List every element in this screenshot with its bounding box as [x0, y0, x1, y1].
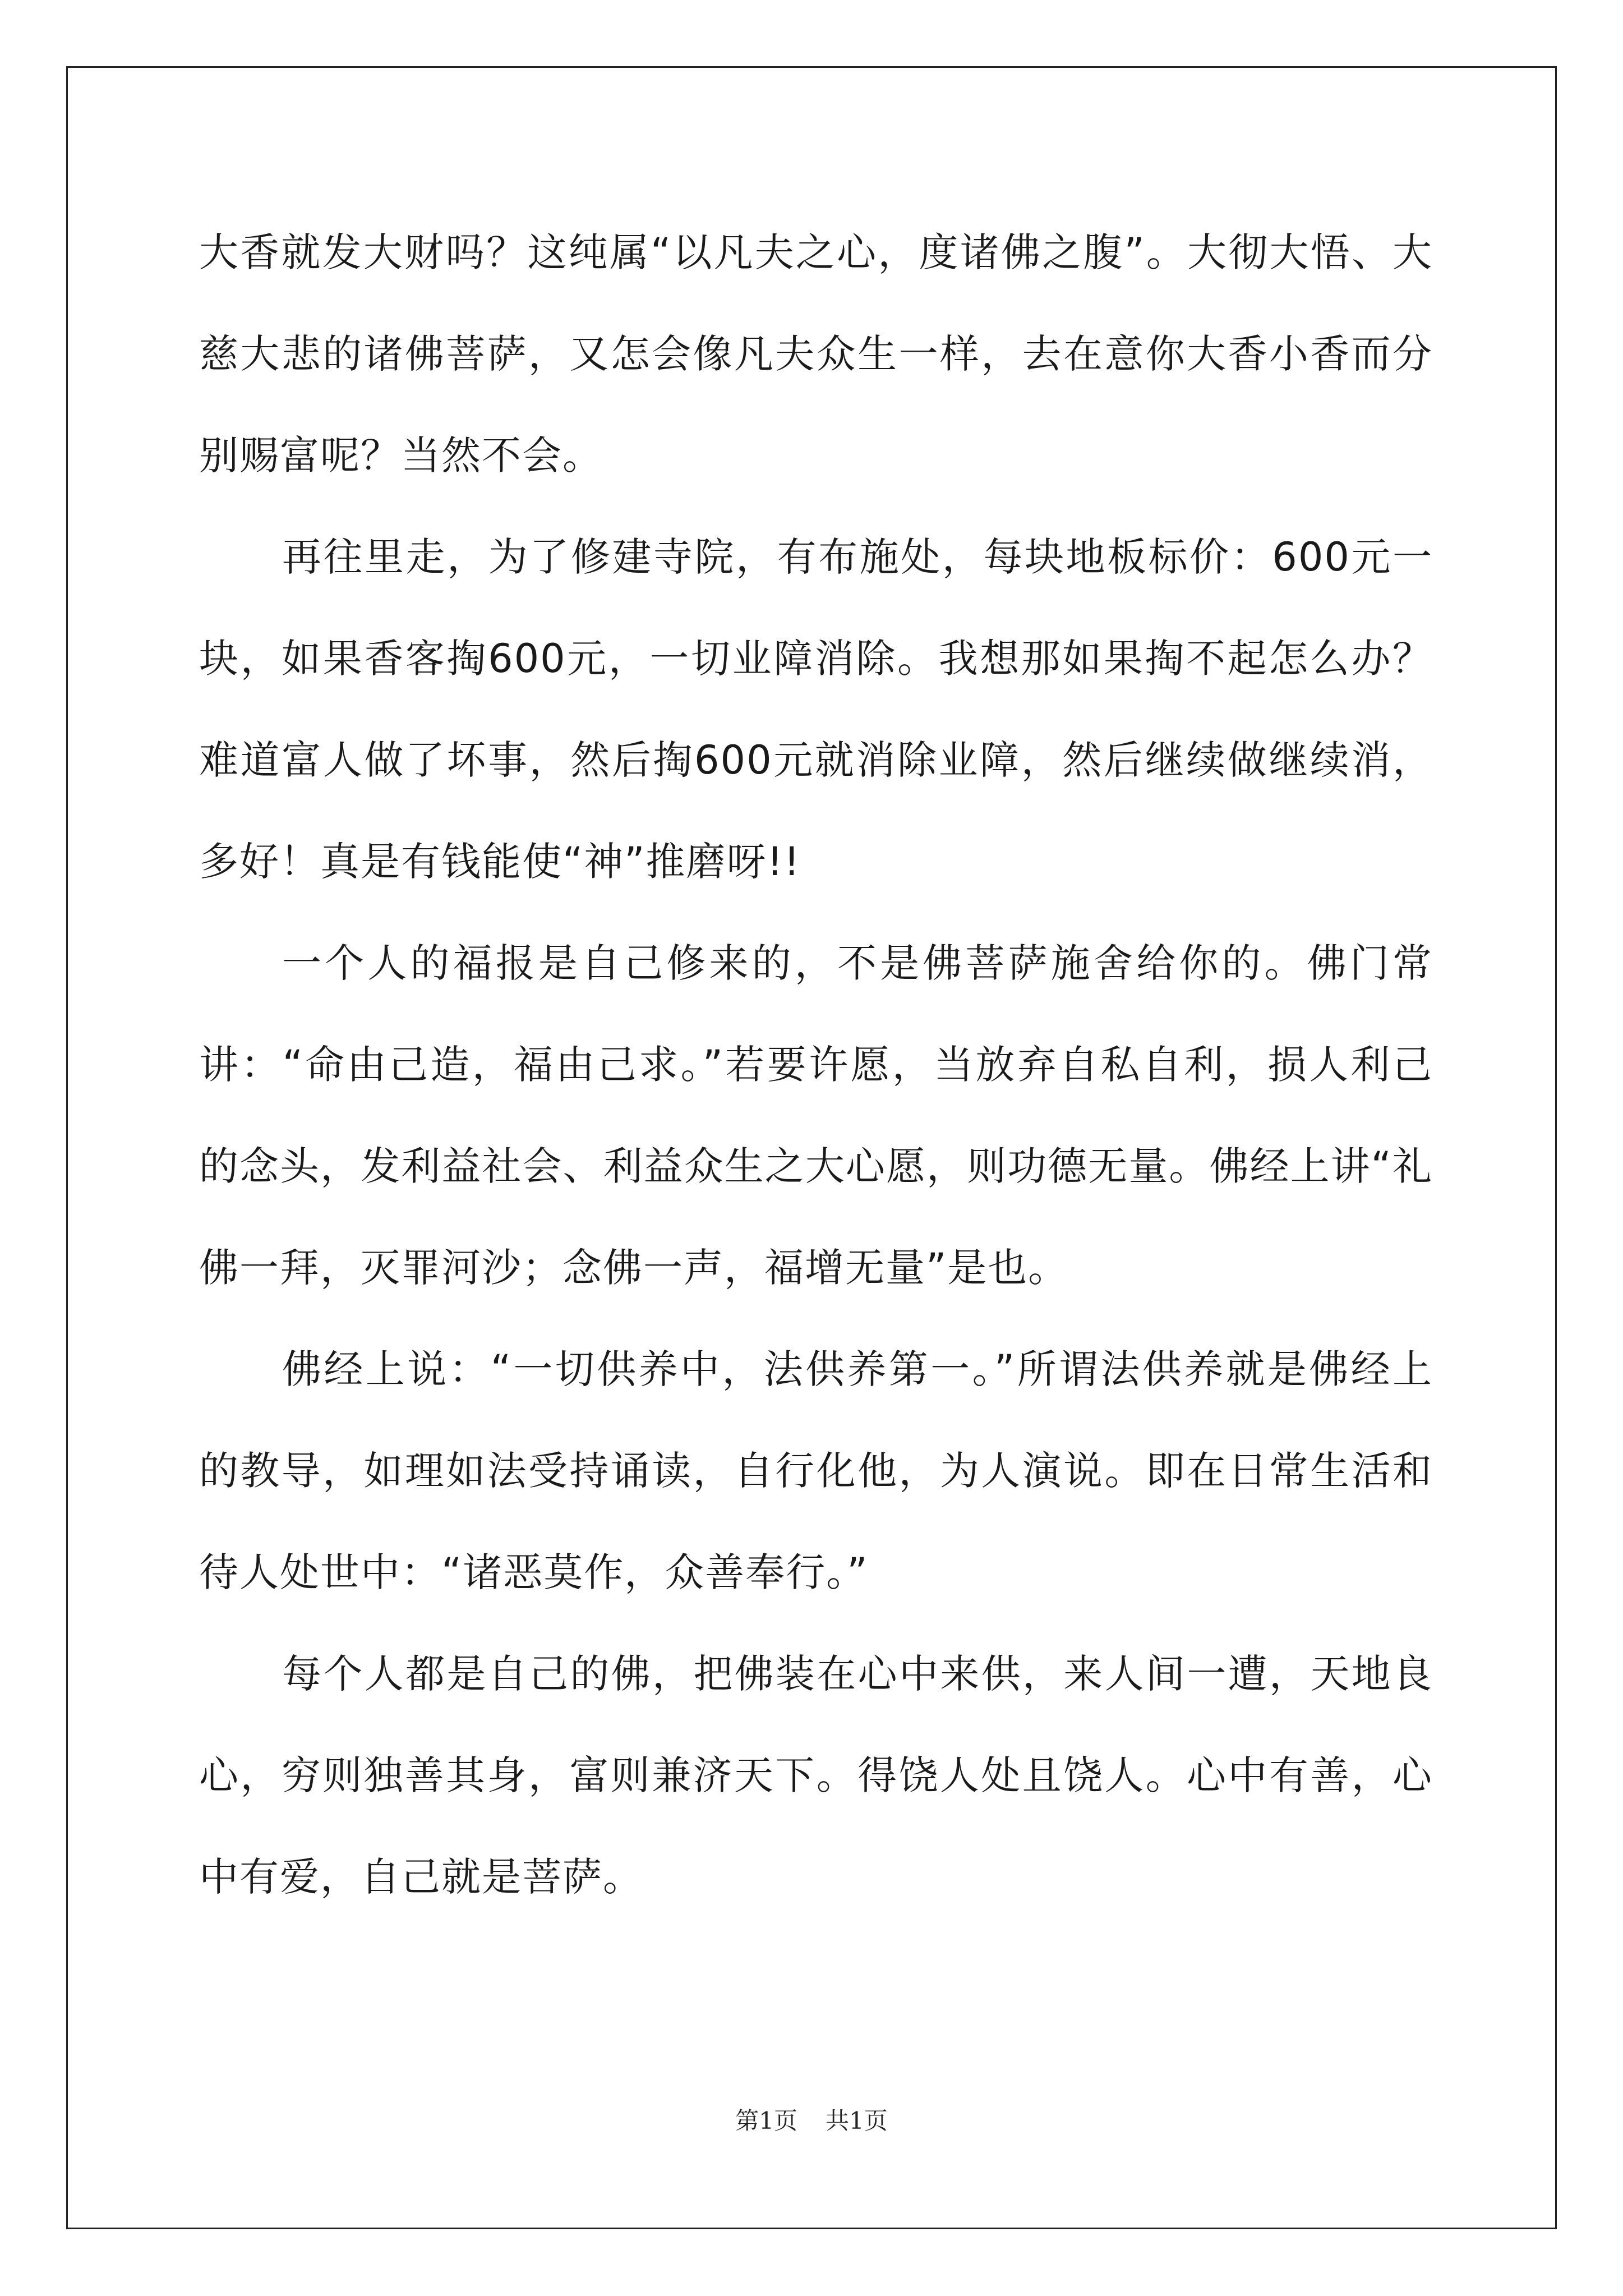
paragraph-5: 每个人都是自己的佛，把佛装在心中来供，来人间一遭，天地良心，穷则独善其身，富则兼济天下。得饶人处且饶人。心中有善，心中有爱，自己就是菩萨。 — [199, 1651, 1433, 1900]
paragraph-3: 一个人的福报是自己修来的，不是佛菩萨施舍给你的。佛门常讲：“命由己造，福由己求。”若要许愿，当放弃自私自利，损人利己的念头，发利益社会、利益众生之大心愿，则功德无量。佛经上讲“礼佛一拜，灭罪河沙；念佛一声，福增无量”是也。 — [199, 940, 1433, 1291]
page-total: 共1页 — [826, 2107, 888, 2134]
paragraph-1: 大香就发大财吗？这纯属“以凡夫之心，度诸佛之腹”。大彻大悟、大慈大悲的诸佛菩萨，又怎会像凡夫众生一样，去在意你大香小香而分别赐富呢？当然不会。 — [199, 229, 1433, 478]
document-body — [199, 202, 1433, 1928]
paragraph-2: 再往里走，为了修建寺院，有布施处，每块地板标价：600元一块，如果香客掏600元，一切业障消除。我想那如果掏不起怎么办？难道富人做了坏事，然后掏600元就消除业障，然后继续做继续消，多好！真是有钱能使“神”推磨呀!! — [199, 534, 1433, 885]
page-number: 第1页 — [735, 2107, 797, 2134]
page-footer — [0, 2102, 1623, 2136]
paragraph-4: 佛经上说：“一切供养中，法供养第一。”所谓法供养就是佛经上的教导，如理如法受持诵读，自行化他，为人演说。即在日常生活和待人处世中：“诸恶莫作，众善奉行。” — [199, 1346, 1433, 1595]
